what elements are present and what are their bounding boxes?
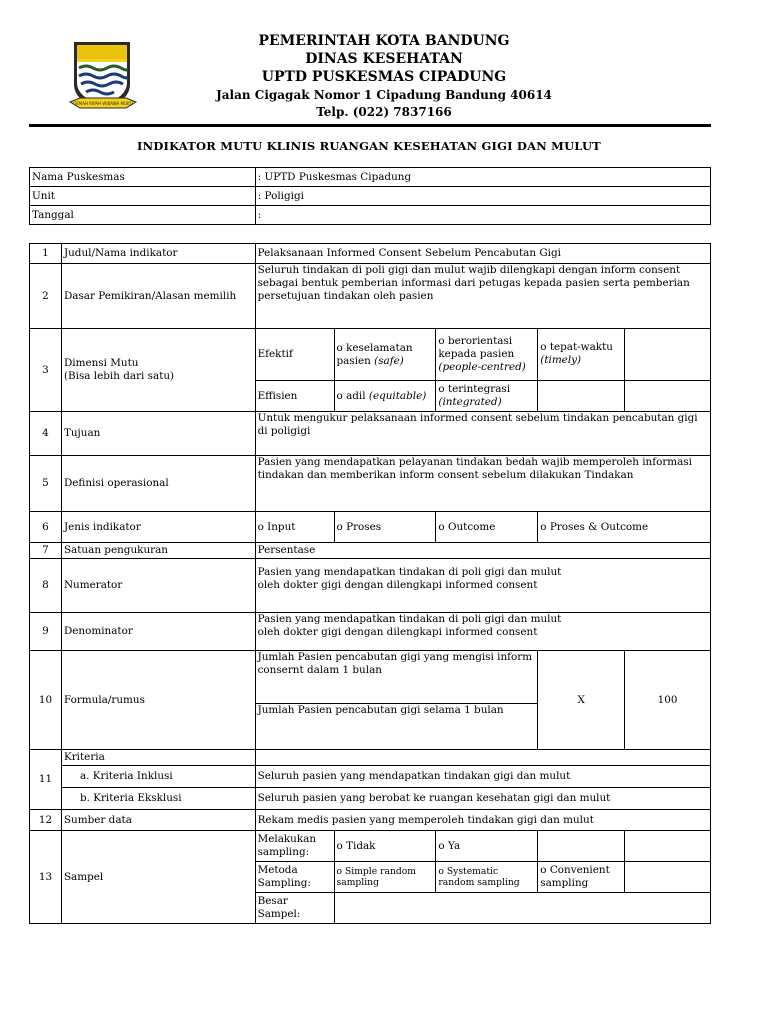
row-number: 10	[30, 651, 62, 750]
row-number: 11	[30, 750, 62, 810]
row-label: Sumber data	[61, 810, 255, 831]
row-number: 9	[30, 613, 62, 651]
row-label: Tujuan	[61, 412, 255, 456]
eksklusi-label: b. Kriteria Eksklusi	[61, 788, 255, 810]
row-label: Jenis indikator	[61, 512, 255, 543]
row-3a	[30, 329, 711, 381]
row-7	[30, 543, 711, 559]
besar-sampel-value	[334, 893, 710, 924]
header-government: PEMERINTAH KOTA BANDUNG	[258, 33, 510, 49]
inklusi-label: a. Kriteria Inklusi	[61, 766, 255, 788]
option-simple-random: o Simple random sampling	[334, 862, 436, 893]
metoda-sampling-label: Metoda Sampling:	[255, 862, 334, 893]
besar-sampel-label: Besar Sampel:	[255, 893, 334, 924]
row-number: 2	[30, 264, 62, 329]
header-phone: Telp. (022) 7837166	[316, 105, 452, 119]
info-value: : UPTD Puskesmas Cipadung	[255, 168, 710, 187]
row-number: 5	[30, 456, 62, 512]
svg-text:GEMAH RIPAH WIBAWA MUKTI: GEMAH RIPAH WIBAWA MUKTI	[73, 101, 133, 106]
row-number: 12	[30, 810, 62, 831]
row-label	[61, 329, 255, 412]
dimensi-label: Dimensi Mutu	[63, 357, 139, 369]
empty-cell	[625, 862, 711, 893]
info-row	[30, 206, 711, 225]
option-adil: o adil (equitable)	[334, 381, 436, 412]
row-number: 6	[30, 512, 62, 543]
row-12	[30, 810, 711, 831]
option-convenient: o Convenient sampling	[538, 862, 625, 893]
row-label: Formula/rumus	[61, 651, 255, 750]
eksklusi-value: Seluruh pasien yang berobat ke ruangan kesehatan gigi dan mulut	[255, 788, 710, 810]
row-value: Seluruh tindakan di poli gigi dan mulut wajib dilengkapi dengan inform consent sebagai bentuk pemberian informasi dari petugas kepada pasien serta pemberian persetujuan tindakan oleh pasien	[255, 264, 710, 329]
row-1	[30, 244, 711, 264]
formula-times: X	[538, 651, 625, 750]
empty-cell	[255, 750, 710, 766]
info-label: Unit	[30, 187, 256, 206]
option-systematic-random: o Systematic random sampling	[436, 862, 538, 893]
option-proses: o Proses	[334, 512, 436, 543]
row-4	[30, 412, 711, 456]
row-13a	[30, 831, 711, 862]
row-value: Persentase	[255, 543, 710, 559]
option-tidak: o Tidak	[334, 831, 436, 862]
info-label: Nama Puskesmas	[30, 168, 256, 187]
row-11b	[30, 788, 711, 810]
row-label: Judul/Nama indikator	[61, 244, 255, 264]
row-value: Pelaksanaan Informed Consent Sebelum Pencabutan Gigi	[255, 244, 710, 264]
row-number: 3	[30, 329, 62, 412]
info-row	[30, 168, 711, 187]
row-value: Rekam medis pasien yang memperoleh tindakan gigi dan mulut	[255, 810, 710, 831]
row-8	[30, 559, 711, 613]
row-label: Denominator	[61, 613, 255, 651]
info-value: : Poligigi	[255, 187, 710, 206]
info-table	[29, 167, 711, 225]
header-agency: DINAS KESEHATAN	[305, 51, 463, 67]
option-ya: o Ya	[436, 831, 538, 862]
empty-cell	[625, 831, 711, 862]
option-input: o Input	[255, 512, 334, 543]
row-10a	[30, 651, 711, 704]
melakukan-sampling-label: Melakukan sampling:	[255, 831, 334, 862]
inklusi-value: Seluruh pasien yang mendapatkan tindakan gigi dan mulut	[255, 766, 710, 788]
info-row	[30, 187, 711, 206]
row-9	[30, 613, 711, 651]
empty-cell	[625, 381, 711, 412]
row-label: Kriteria	[61, 750, 255, 766]
row-label: Dasar Pemikiran/Alasan memilih	[61, 264, 255, 329]
row-label: Numerator	[61, 559, 255, 613]
empty-cell	[625, 329, 711, 381]
row-value: Pasien yang mendapatkan tindakan di poli gigi dan mulut oleh dokter gigi dengan dilengkapi informed consent	[255, 559, 710, 613]
efisien-label: Effisien	[255, 381, 334, 412]
dimensi-note: (Bisa lebih dari satu)	[63, 370, 175, 382]
empty-cell	[538, 831, 625, 862]
document-header	[0, 0, 768, 130]
efektif-label: Efektif	[255, 329, 334, 381]
option-tepat-waktu: o tepat-waktu (timely)	[538, 329, 625, 381]
row-number: 7	[30, 543, 62, 559]
option-berorientasi: o berorientasi kepada pasien (people-centred)	[436, 329, 538, 381]
row-label: Definisi operasional	[61, 456, 255, 512]
formula-denominator: Jumlah Pasien pencabutan gigi selama 1 bulan	[255, 704, 538, 750]
option-terintegrasi: o terintegrasi (integrated)	[436, 381, 538, 412]
formula-numerator: Jumlah Pasien pencabutan gigi yang mengisi inform consernt dalam 1 bulan	[255, 651, 538, 704]
option-proses-outcome: o Proses & Outcome	[538, 512, 711, 543]
row-number: 8	[30, 559, 62, 613]
info-label: Tanggal	[30, 206, 256, 225]
option-outcome: o Outcome	[436, 512, 538, 543]
header-divider	[29, 124, 711, 127]
row-number: 1	[30, 244, 62, 264]
document-title: INDIKATOR MUTU KLINIS RUANGAN KESEHATAN GIGI DAN MULUT	[137, 139, 601, 153]
info-value: :	[255, 206, 710, 225]
row-11a	[30, 766, 711, 788]
row-number: 13	[30, 831, 62, 924]
row-number: 4	[30, 412, 62, 456]
indicator-table	[29, 243, 711, 924]
row-label: Satuan pengukuran	[61, 543, 255, 559]
row-6	[30, 512, 711, 543]
row-11	[30, 750, 711, 766]
row-2	[30, 264, 711, 329]
row-label: Sampel	[61, 831, 255, 924]
row-value: Untuk mengukur pelaksanaan informed consent sebelum tindakan pencabutan gigi di poligigi	[255, 412, 710, 456]
row-value: Pasien yang mendapatkan tindakan di poli gigi dan mulut oleh dokter gigi dengan dilengkapi informed consent	[255, 613, 710, 651]
formula-hundred: 100	[625, 651, 711, 750]
row-5	[30, 456, 711, 512]
option-keselamatan: o keselamatan pasien (safe)	[334, 329, 436, 381]
empty-cell	[538, 381, 625, 412]
row-value: Pasien yang mendapatkan pelayanan tindakan bedah wajib memperoleh informasi tindakan dan memberikan inform consent sebelum dilakukan Tindakan	[255, 456, 710, 512]
header-address: Jalan Cigagak Nomor 1 Cipadung Bandung 40614	[216, 88, 552, 102]
header-unit: UPTD PUSKESMAS CIPADUNG	[261, 69, 507, 85]
